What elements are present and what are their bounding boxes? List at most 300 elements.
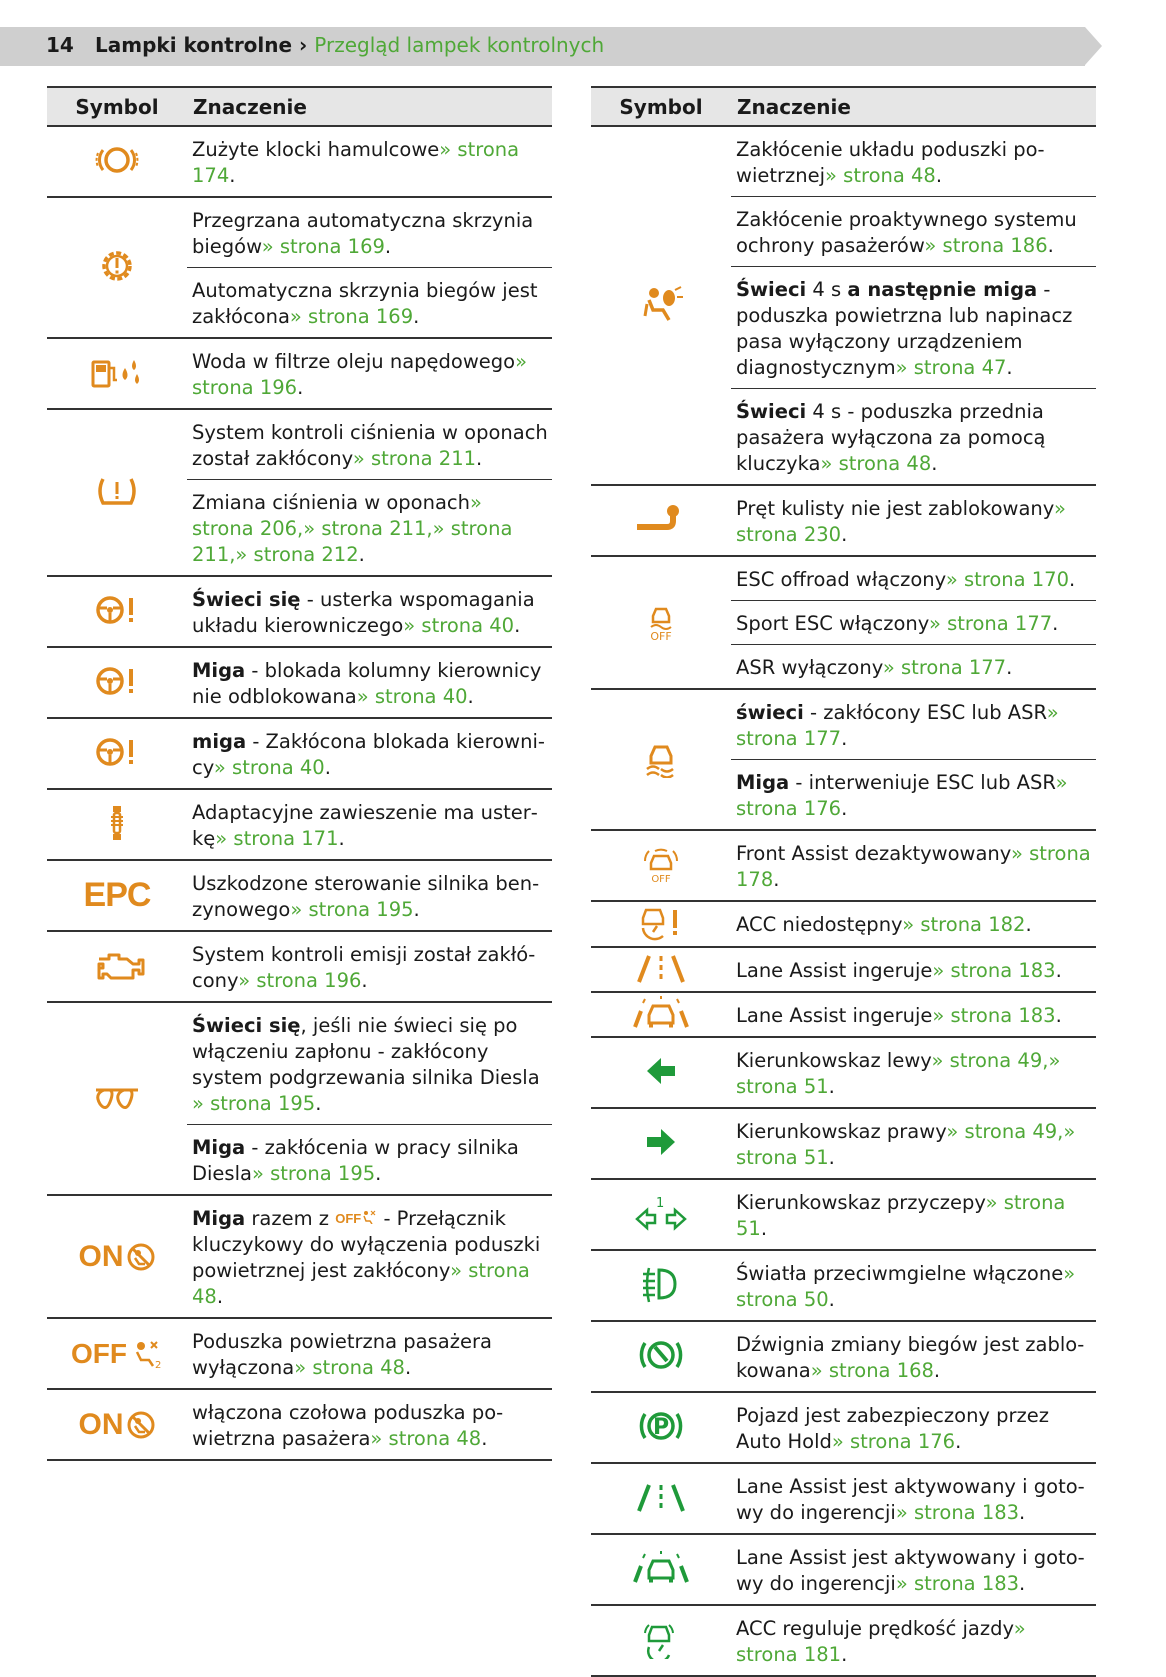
- meaning-cell: [731, 1606, 1096, 1675]
- table-row: [47, 861, 552, 932]
- symbol-cell: [47, 410, 187, 575]
- meaning-text: ESC offroad włączony: [736, 568, 946, 591]
- meaning-entry: [731, 1606, 1096, 1675]
- symbol-cell: [47, 198, 187, 337]
- symbol-cell: [47, 127, 187, 196]
- symbol-column-header: Symbol: [619, 95, 703, 119]
- meaning-text: - zakłócony ESC lub ASR: [803, 701, 1047, 724]
- symbol-cell: [591, 948, 731, 991]
- page-link[interactable]: » strona 230: [736, 497, 1066, 546]
- meaning-text: Zużyte klocki hamulcowe: [192, 138, 440, 161]
- table-row: [591, 1606, 1096, 1677]
- meaning-text: .: [760, 1217, 768, 1240]
- acc-unavailable-icon: [637, 902, 685, 946]
- page-link[interactable]: » strona 181: [736, 1617, 1026, 1666]
- meaning-cell: [187, 198, 552, 337]
- meaning-text: włączona czołowa poduszka powietrzna pasażera: [192, 1401, 504, 1450]
- meaning-entry: [187, 410, 552, 479]
- meaning-entry: [731, 557, 1096, 600]
- page-link[interactable]: » strona 196: [238, 969, 362, 992]
- lane-assist-car-orange-icon: [631, 995, 691, 1035]
- meaning-cell: [731, 948, 1096, 991]
- meaning-text: .: [1052, 612, 1059, 635]
- meaning-text: .: [384, 235, 392, 258]
- meaning-text: .: [1019, 1572, 1026, 1595]
- symbol-column-header: Symbol: [75, 95, 159, 119]
- symbol-cell: [591, 1322, 731, 1391]
- meaning-text: .: [361, 969, 368, 992]
- page-link[interactable]: » strona 183: [932, 1004, 1056, 1027]
- meaning-cell: [187, 410, 552, 575]
- meaning-cell: [187, 932, 552, 1001]
- page-link[interactable]: » strona 40: [213, 756, 325, 779]
- table-row: [591, 1180, 1096, 1251]
- table-row: [591, 690, 1096, 831]
- airbag-on-text: ON: [78, 1239, 124, 1273]
- esc-off-icon: [646, 603, 676, 642]
- meaning-text: .: [413, 898, 420, 921]
- meaning-text: .: [828, 1146, 835, 1169]
- page-link[interactable]: » strona 48: [192, 1259, 530, 1308]
- page-link[interactable]: » strona 48: [370, 1427, 482, 1450]
- meaning-text: .: [841, 523, 848, 546]
- table-row: [47, 1196, 552, 1319]
- meaning-entry: [187, 339, 552, 408]
- meaning-text: Adaptacyjne zawieszenie ma usterkę: [192, 801, 538, 850]
- esc-off-symbol: [646, 603, 676, 642]
- steering-warning-icon: [92, 592, 142, 632]
- symbol-cell: [47, 1196, 187, 1317]
- symbol-cell: [591, 690, 731, 829]
- meaning-entry: [187, 790, 552, 859]
- page-link[interactable]: » strona 48: [825, 164, 936, 187]
- meaning-entry: [187, 1124, 552, 1194]
- meaning-text: Lane Assist ingeruje: [736, 959, 933, 982]
- page-link[interactable]: » strona 48: [294, 1356, 405, 1379]
- meaning-entry: [731, 486, 1096, 555]
- table-row: [591, 127, 1096, 486]
- symbol-cell: [591, 1393, 731, 1462]
- meaning-entry: [731, 1464, 1096, 1533]
- meaning-cell: [187, 1003, 552, 1194]
- meaning-entry: [731, 600, 1096, 644]
- table-row: [47, 1390, 552, 1461]
- page-link[interactable]: » strona 169: [261, 235, 385, 258]
- table-row: [591, 831, 1096, 902]
- esc-off-text: OFF: [650, 630, 672, 643]
- meaning-entry: [731, 1038, 1096, 1107]
- meaning-text: .: [297, 376, 304, 399]
- meaning-cell: [187, 1319, 552, 1388]
- table-row: [591, 1322, 1096, 1393]
- meaning-text: .: [481, 1427, 488, 1450]
- meaning-text: - Przełącznik kluczykowy do wyłączenia poduszki powietrznej jest zakłócony: [192, 1207, 541, 1282]
- table-row: [591, 902, 1096, 948]
- table-row: [591, 1393, 1096, 1464]
- svg-text:P: P: [653, 1414, 670, 1440]
- meaning-entry: [731, 948, 1096, 991]
- meaning-entry: [187, 127, 552, 196]
- table-row: [47, 1319, 552, 1390]
- suspension-icon: [105, 803, 129, 847]
- water-in-fuel-icon: [89, 354, 145, 394]
- status-keyword: Świeci: [736, 400, 807, 423]
- turn-right-icon: [643, 1125, 679, 1163]
- status-keyword: Miga: [192, 1207, 246, 1230]
- page-link[interactable]: » strona 50: [736, 1262, 1076, 1311]
- meaning-text: .: [514, 614, 521, 637]
- table-row: [47, 790, 552, 861]
- meaning-cell: [731, 557, 1096, 688]
- table-row: [591, 1251, 1096, 1322]
- meaning-entry: [187, 1390, 552, 1459]
- breadcrumb: [95, 33, 604, 57]
- meaning-cell: [731, 127, 1096, 484]
- page-link[interactable]: » strona 49,» strona 51: [736, 1049, 1061, 1098]
- meaning-cell: [187, 339, 552, 408]
- page-link[interactable]: » strona 49,» strona 51: [736, 1120, 1076, 1169]
- meaning-text: Zakłócenie proaktywnego systemu ochrony pasażerów: [736, 208, 1077, 257]
- page-link[interactable]: » strona 176: [831, 1430, 956, 1453]
- meaning-text: razem z: [245, 1207, 336, 1230]
- table-row: [591, 948, 1096, 993]
- breadcrumb-section: Lampki kontrolne: [95, 33, 293, 57]
- symbol-cell: [591, 831, 731, 900]
- airbag-on-text: ON: [78, 1407, 124, 1441]
- meaning-text: .: [229, 164, 236, 187]
- meaning-entry: [731, 1251, 1096, 1320]
- meaning-text: .: [338, 827, 345, 850]
- meaning-entry: [731, 831, 1096, 900]
- steering-warning-icon: [92, 734, 142, 774]
- airbag-on-symbol: [79, 1240, 156, 1274]
- meaning-text: - zakłócenia w pracy silnika Diesla: [192, 1136, 519, 1185]
- airbag-off-icon: [71, 1338, 163, 1370]
- meaning-text: .: [404, 1356, 412, 1379]
- page-link[interactable]: » strona 47: [895, 356, 1007, 379]
- table-row: [591, 1535, 1096, 1606]
- symbol-cell: [47, 339, 187, 408]
- meaning-cell: [731, 690, 1096, 829]
- meaning-text: , jeśli nie świeci się po włączeniu zapłonu - zakłócony system podgrzewania silnika Diesla: [192, 1014, 540, 1089]
- meaning-text: Pręt kulisty nie jest zablokowany: [736, 497, 1054, 520]
- symbol-cell: [47, 577, 187, 646]
- table-row: [47, 198, 552, 339]
- meaning-text: .: [467, 685, 474, 708]
- breadcrumb-separator: ›: [292, 33, 315, 57]
- meaning-text: Automatyczna skrzynia biegów jest zakłócona: [192, 279, 538, 328]
- page-link[interactable]: » strona 48: [820, 452, 932, 475]
- page-link[interactable]: » strona 177: [882, 656, 1007, 679]
- meaning-column-header: Znaczenie: [737, 95, 851, 119]
- table-row: [47, 410, 552, 577]
- epc-text: EPC: [83, 876, 151, 914]
- airbag-on-icon: [79, 1240, 156, 1274]
- meaning-cell: [731, 993, 1096, 1036]
- page-link[interactable]: » strona 182: [902, 913, 1026, 936]
- meaning-cell: [731, 1180, 1096, 1249]
- svg-text:2: 2: [155, 1359, 162, 1370]
- airbag-off-text: OFF: [71, 1337, 127, 1369]
- meaning-text: Zmiana ciśnienia w oponach: [192, 491, 470, 514]
- epc-icon: [84, 876, 151, 915]
- meaning-entry: [187, 1003, 552, 1124]
- page-link[interactable]: » strona 196: [192, 350, 528, 399]
- meaning-entry: [187, 198, 552, 267]
- table-row: [591, 1109, 1096, 1180]
- engine-check-icon: [89, 947, 145, 987]
- meaning-text: - interweniuje ESC lub ASR: [789, 771, 1056, 794]
- meaning-entry: [187, 267, 552, 337]
- meaning-text: Zakłócenie układu poduszki powietrznej: [736, 138, 1045, 187]
- right-table: [591, 86, 1096, 1677]
- meaning-cell: [187, 577, 552, 646]
- fog-light-icon: [637, 1264, 685, 1308]
- meaning-text: - blokada kolumny kierownicy nie odblokowana: [192, 659, 542, 708]
- meaning-entry: [731, 1180, 1096, 1249]
- meaning-entry: [187, 1319, 552, 1388]
- status-keyword: świeci: [736, 701, 804, 724]
- symbol-cell: [47, 648, 187, 717]
- status-keyword: Świeci się: [192, 1014, 301, 1037]
- meaning-text: 4 s: [806, 278, 848, 301]
- meaning-text: Woda w filtrze oleju napędowego: [192, 350, 516, 373]
- symbol-cell: [591, 557, 731, 688]
- lane-assist-orange-icon: [633, 950, 689, 990]
- meaning-text: .: [476, 447, 483, 470]
- gear-lever-locked-icon: [637, 1335, 685, 1379]
- meaning-text: .: [828, 1075, 835, 1098]
- airbag-off-symbol: [71, 1338, 163, 1370]
- page-link[interactable]: » strona 177: [736, 701, 1059, 750]
- meaning-text: Lane Assist jest aktywowany i gotowy do ingerencji: [736, 1546, 1085, 1595]
- meaning-cell: [731, 1535, 1096, 1604]
- lane-assist-green-icon: [633, 1479, 689, 1519]
- meaning-text: .: [935, 164, 943, 187]
- meaning-entry: [731, 196, 1096, 266]
- page-link[interactable]: » strona 177: [928, 612, 1053, 635]
- meaning-text: .: [375, 1162, 382, 1185]
- symbol-cell: [47, 932, 187, 1001]
- meaning-text: Lane Assist jest aktywowany i gotowy do ingerencji: [736, 1475, 1085, 1524]
- meaning-text: .: [1055, 1004, 1062, 1027]
- table-row: [47, 719, 552, 790]
- right-table-header: [591, 86, 1096, 127]
- front-assist-off-text: OFF: [651, 873, 671, 885]
- table-row: [47, 339, 552, 410]
- page-link[interactable]: » strona 171: [215, 827, 339, 850]
- steering-warning-icon: [92, 663, 142, 703]
- tire-pressure-icon: [95, 473, 139, 513]
- table-row: [591, 993, 1096, 1038]
- meaning-text: .: [841, 1643, 848, 1666]
- meaning-cell: [187, 127, 552, 196]
- page-link[interactable]: » strona 186: [924, 234, 1048, 257]
- meaning-text: .: [933, 1359, 941, 1382]
- glow-plug-icon: [90, 1080, 144, 1118]
- status-keyword: a następnie miga: [847, 278, 1038, 301]
- lane-assist-car-green-icon: [631, 1550, 691, 1590]
- symbol-cell: [591, 1109, 731, 1178]
- table-row: [47, 932, 552, 1003]
- turn-left-icon: [643, 1054, 679, 1092]
- meaning-text: .: [1006, 656, 1013, 679]
- meaning-entry: [731, 993, 1096, 1036]
- airbag-on-symbol: [79, 1408, 156, 1442]
- meaning-text: Kierunkowskaz przyczepy: [736, 1191, 986, 1214]
- meaning-text: Uszkodzone sterowanie silnika benzynowego: [192, 872, 540, 921]
- meaning-cell: [187, 1390, 552, 1459]
- symbol-cell: [47, 790, 187, 859]
- meaning-text: .: [1025, 913, 1032, 936]
- status-keyword: Miga: [192, 659, 246, 682]
- table-row: [591, 486, 1096, 557]
- meaning-text: System kontroli ciśnienia w oponach został zakłócony: [192, 421, 548, 470]
- page-link[interactable]: » strona 195: [290, 898, 414, 921]
- symbol-cell: [591, 993, 731, 1036]
- table-row: [47, 1003, 552, 1196]
- page-link[interactable]: » strona 169: [289, 305, 414, 328]
- meaning-text: .: [773, 868, 780, 891]
- meaning-entry: [731, 644, 1096, 688]
- page-link[interactable]: » strona 183: [895, 1572, 1020, 1595]
- header-bar-arrow: [1085, 27, 1102, 65]
- meaning-entry: [187, 479, 552, 575]
- meaning-text: .: [1047, 234, 1054, 257]
- symbol-cell: [47, 861, 187, 930]
- page-link[interactable]: » strona 168: [810, 1359, 934, 1382]
- page-link[interactable]: » strona 170: [945, 568, 1069, 591]
- meaning-text: .: [1019, 1501, 1026, 1524]
- meaning-text: ACC reguluje prędkość jazdy: [736, 1617, 1014, 1640]
- meaning-entry: [731, 388, 1096, 484]
- table-row: [591, 557, 1096, 690]
- page-link[interactable]: » strona 195: [192, 1092, 316, 1115]
- symbol-cell: [591, 1606, 731, 1675]
- meaning-text: .: [841, 797, 848, 820]
- meaning-text: .: [828, 1288, 835, 1311]
- meaning-text: - usterka wspomagania układu kierowniczego: [192, 588, 535, 637]
- page-link[interactable]: » strona 183: [932, 959, 1056, 982]
- status-keyword: Miga: [736, 771, 790, 794]
- meaning-entry: [731, 902, 1096, 945]
- table-row: [47, 577, 552, 648]
- symbol-cell: [591, 1535, 731, 1604]
- symbol-cell: [591, 1251, 731, 1320]
- meaning-cell: [731, 1251, 1096, 1320]
- table-row: [47, 127, 552, 198]
- meaning-text: .: [1069, 568, 1076, 591]
- airbag-on-icon: [79, 1408, 156, 1442]
- meaning-text: System kontroli emisji został zakłócony: [192, 943, 536, 992]
- table-row: [47, 648, 552, 719]
- page-link[interactable]: » strona 176: [736, 771, 1068, 820]
- meaning-entry: [187, 719, 552, 788]
- symbol-cell: [591, 1180, 731, 1249]
- status-keyword: miga: [192, 730, 247, 753]
- meaning-cell: [187, 719, 552, 788]
- meaning-text: .: [324, 756, 331, 779]
- meaning-text: Poduszka powietrzna pasażera wyłączona: [192, 1330, 492, 1379]
- breadcrumb-subsection[interactable]: Przegląd lampek kontrolnych: [314, 33, 605, 57]
- page-link[interactable]: » strona 178: [736, 842, 1091, 891]
- meaning-text: Kierunkowskaz lewy: [736, 1049, 932, 1072]
- meaning-text: .: [955, 1430, 962, 1453]
- brake-pads-icon: [95, 142, 139, 182]
- meaning-entry: [187, 577, 552, 646]
- symbol-cell: [47, 1003, 187, 1194]
- page-link[interactable]: » strona 40: [356, 685, 468, 708]
- meaning-entry: [731, 690, 1096, 759]
- meaning-text: Sport ESC włączony: [736, 612, 929, 635]
- meaning-text: Dźwignia zmiany biegów jest zablokowana: [736, 1333, 1085, 1382]
- tow-bar-icon: [633, 501, 689, 541]
- symbol-cell: [47, 1319, 187, 1388]
- meaning-text: Lane Assist ingeruje: [736, 1004, 933, 1027]
- meaning-text: .: [1006, 356, 1013, 379]
- trailer-turn-icon: [633, 1193, 689, 1237]
- page-link[interactable]: » strona 211: [352, 447, 477, 470]
- meaning-entry: [187, 932, 552, 1001]
- meaning-text: .: [358, 543, 365, 566]
- table-row: [591, 1464, 1096, 1535]
- page-link[interactable]: » strona 51: [736, 1191, 1066, 1240]
- svg-text:1: 1: [656, 1195, 665, 1211]
- meaning-entry: [731, 127, 1096, 196]
- meaning-text: .: [413, 305, 420, 328]
- meaning-entry: [187, 1196, 552, 1317]
- symbol-cell: [47, 719, 187, 788]
- page-link[interactable]: » strona 174: [192, 138, 520, 187]
- page-link[interactable]: » strona 195: [251, 1162, 376, 1185]
- meaning-text: .: [841, 727, 848, 750]
- page-link[interactable]: » strona 183: [895, 1501, 1020, 1524]
- meaning-text: - Zakłócona blokada kierownicy: [192, 730, 545, 779]
- meaning-cell: [731, 831, 1096, 900]
- meaning-entry: [731, 759, 1096, 829]
- meaning-text: Kierunkowskaz prawy: [736, 1120, 947, 1143]
- meaning-text: Pojazd jest zabezpieczony przez Auto Hold: [736, 1404, 1050, 1453]
- meaning-text: .: [216, 1285, 224, 1308]
- meaning-entry: [187, 648, 552, 717]
- status-keyword: Miga: [192, 1136, 246, 1159]
- status-keyword: Świeci się: [192, 588, 301, 611]
- front-assist-off-icon: [639, 847, 683, 885]
- left-table: [47, 86, 552, 1461]
- page-number: 14: [46, 33, 74, 57]
- page-link[interactable]: » strona 206,» strona 211,» strona 211,» strona 212: [192, 491, 513, 566]
- symbol-cell: [591, 127, 731, 484]
- meaning-entry: [731, 1109, 1096, 1178]
- page-link[interactable]: » strona 40: [403, 614, 515, 637]
- meaning-text: Przegrzana automatyczna skrzynia biegów: [192, 209, 534, 258]
- status-keyword: Świeci: [736, 278, 807, 301]
- symbol-cell: [591, 902, 731, 946]
- meaning-text: ASR wyłączony: [736, 656, 883, 679]
- symbol-cell: [591, 1464, 731, 1533]
- meaning-column-header: Znaczenie: [193, 95, 307, 119]
- meaning-text: 4 s - poduszka przednia pasażera wyłączona za pomocą kluczyka: [736, 400, 1046, 475]
- meaning-cell: [187, 861, 552, 930]
- meaning-text: Front Assist dezaktywowany: [736, 842, 1011, 865]
- symbol-cell: [591, 486, 731, 555]
- airbag-fault-icon: [639, 284, 683, 328]
- meaning-text: .: [1055, 959, 1062, 982]
- meaning-entry: [731, 1535, 1096, 1604]
- meaning-text: Światła przeciwmgielne włączone: [736, 1262, 1064, 1285]
- meaning-entry: [731, 266, 1096, 388]
- gearbox-warning-icon: [97, 246, 137, 290]
